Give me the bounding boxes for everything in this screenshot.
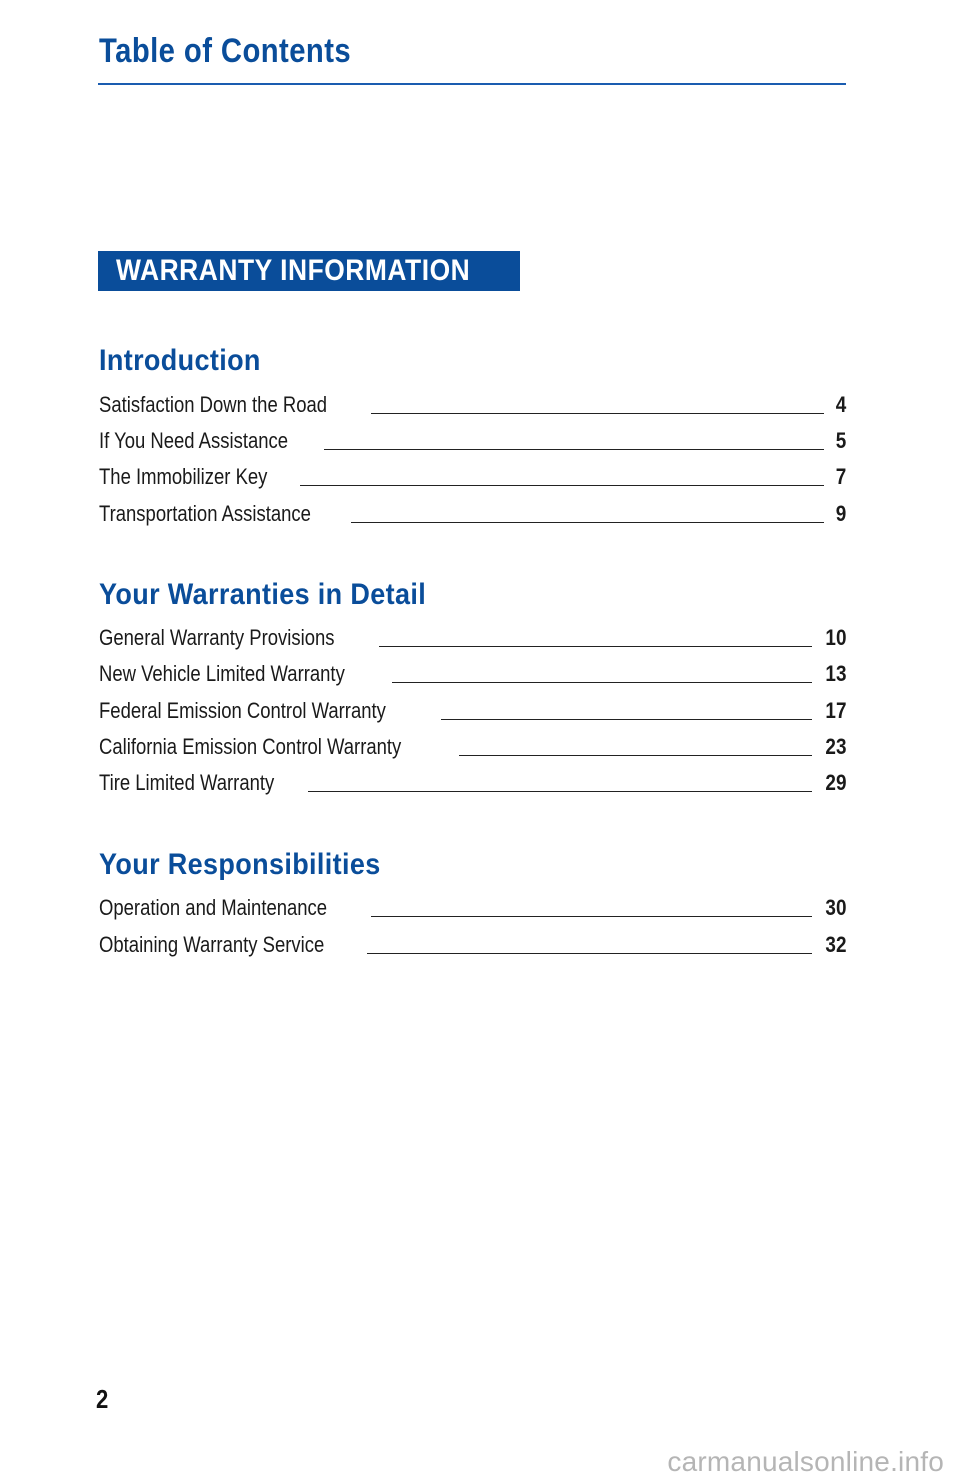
toc-entry[interactable] [99,392,846,418]
toc-entry-page: 17 [824,698,846,723]
page-number: 2 [96,1384,109,1414]
toc-entry-page: 4 [835,392,846,417]
dot-leader [441,719,812,720]
section-introduction [99,344,846,526]
toc-entry-page: 13 [824,661,846,686]
toc-entry-page: 30 [824,895,846,920]
toc-entry-label: General Warranty Provisions [99,625,335,650]
toc-entry-label: New Vehicle Limited Warranty [99,661,345,686]
toc-entry-page: 10 [824,625,846,650]
banner-label: WARRANTY INFORMATION [116,254,471,287]
watermark: carmanualsonline.info [667,1446,944,1477]
title-divider [98,83,846,85]
toc-entry-label: Federal Emission Control Warranty [99,698,386,723]
toc-entry-label: Transportation Assistance [99,501,311,526]
toc-entry-label: If You Need Assistance [99,428,289,453]
toc-entry-label: The Immobilizer Key [99,464,268,489]
toc-entry[interactable] [99,428,846,454]
toc-entry[interactable] [99,625,846,651]
toc-entry-page: 29 [824,770,846,795]
toc-entry-label: Operation and Maintenance [99,895,328,920]
toc-entry-label: Obtaining Warranty Service [99,932,325,957]
section-heading: Introduction [99,344,261,377]
toc-entry[interactable] [99,895,846,921]
toc-entry[interactable] [99,770,846,796]
dot-leader [324,449,824,450]
dot-leader [459,755,812,756]
dot-leader [367,953,811,954]
toc-entry-label: California Emission Control Warranty [99,734,402,759]
section-heading: Your Responsibilities [99,848,381,881]
page-title: Table of Contents [99,32,352,70]
toc-entry[interactable] [99,661,846,687]
section-responsibilities [99,848,846,957]
dot-leader [371,413,824,414]
dot-leader [308,791,812,792]
dot-leader [392,682,812,683]
dot-leader [371,916,812,917]
toc-entry[interactable] [99,932,846,958]
dot-leader [351,522,823,523]
section-banner [98,251,520,291]
toc-entry[interactable] [99,501,846,527]
section-warranties-in-detail [99,578,846,795]
toc-entry[interactable] [99,734,846,760]
toc-entry-page: 7 [835,464,846,489]
toc-entry-label: Satisfaction Down the Road [99,392,328,417]
toc-entry[interactable] [99,698,846,724]
toc-entry[interactable] [99,464,846,490]
dot-leader [379,646,811,647]
toc-entry-page: 9 [835,501,846,526]
toc-entry-page: 5 [835,428,846,453]
dot-leader [300,485,824,486]
toc-entry-page: 32 [824,932,846,957]
toc-entry-label: Tire Limited Warranty [99,770,275,795]
section-heading: Your Warranties in Detail [99,578,427,611]
toc-entry-page: 23 [824,734,846,759]
